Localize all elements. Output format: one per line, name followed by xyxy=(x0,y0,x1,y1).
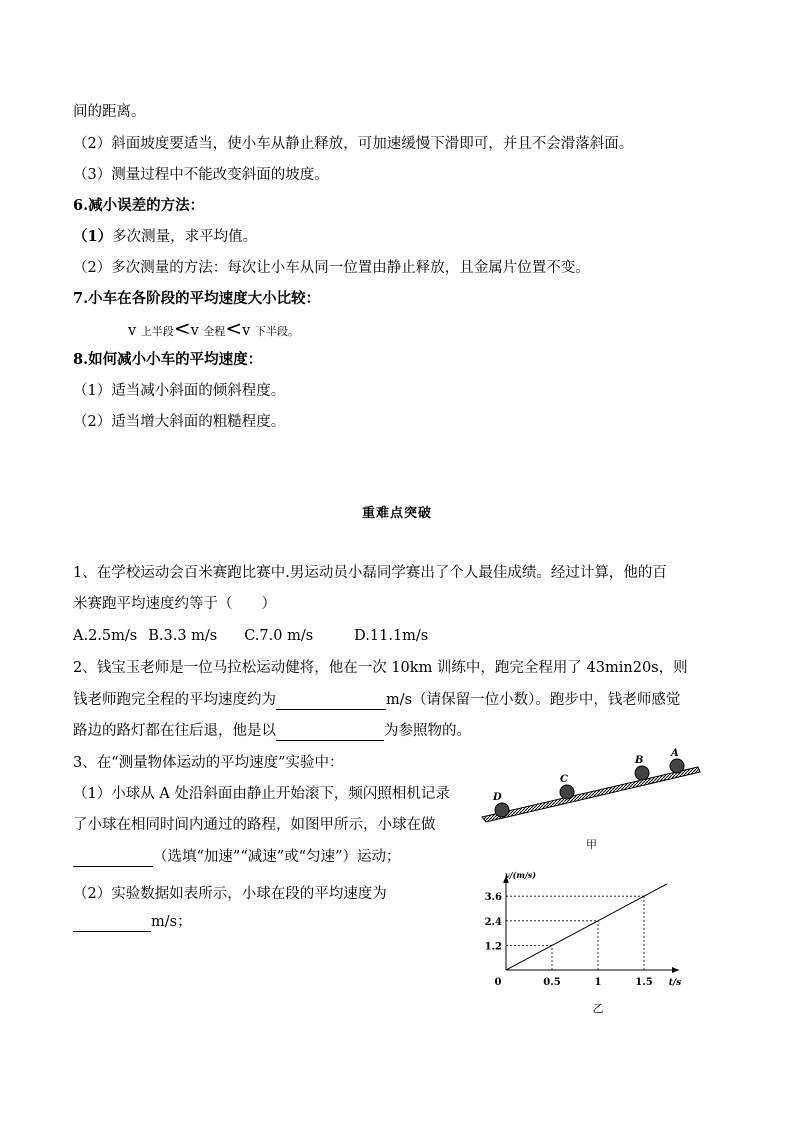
q1-option-b: B.3.3 m/s xyxy=(148,628,218,644)
answer-blank[interactable] xyxy=(276,693,386,710)
q3-line: 了小球在相同时间内通过的路程，如图甲所示，小球在做 xyxy=(73,817,436,833)
less-than-sign: < xyxy=(225,316,243,340)
x-axis-arrow xyxy=(672,967,679,973)
q2-text: 钱老师跑完全程的平均速度约为 xyxy=(73,692,276,708)
q1-option-d: D.11.1m/s xyxy=(354,628,429,644)
answer-blank[interactable] xyxy=(73,850,153,867)
speed-subscript: 上半段 xyxy=(140,325,174,338)
q3-text: （选填“加速”“减速”或“匀速”）运动； xyxy=(153,849,401,865)
x-tick-label: 1 xyxy=(594,977,602,988)
ball-c xyxy=(560,785,574,799)
speed-subscript: 下半段 xyxy=(254,325,288,338)
speed-symbol: v xyxy=(128,323,137,339)
q3-line: 3、在“测量物体运动的平均速度”实验中： xyxy=(73,755,344,771)
y-tick-label: 2.4 xyxy=(484,916,502,928)
q2-line xyxy=(73,721,471,741)
q3-line xyxy=(73,912,192,932)
q2-line xyxy=(73,690,680,710)
q1-line: 米赛跑平均速度约等于（ ） xyxy=(73,596,276,612)
note-text: 多次测量，求平均值。 xyxy=(112,229,258,245)
y-axis-label: v/(m/s) xyxy=(505,869,537,880)
ball-b xyxy=(635,766,649,780)
note-line xyxy=(73,227,257,247)
note-line: （2）斜面坡度要适当，使小车从静止释放，可加速缓慢下滑即可，并且不会滑落斜面。 xyxy=(73,136,634,152)
ball-label-d: D xyxy=(493,792,502,803)
q3-line xyxy=(73,847,400,867)
note-line: （3）测量过程中不能改变斜面的坡度。 xyxy=(73,167,329,183)
answer-blank[interactable] xyxy=(73,915,151,932)
section-title: 重难点突破 xyxy=(361,506,432,521)
x-axis-label: t/s xyxy=(668,978,682,988)
figure-caption-yi: 乙 xyxy=(592,1002,604,1015)
note-heading: 7.小车在各阶段的平均速度大小比较： xyxy=(73,290,321,307)
speed-symbol: v xyxy=(242,323,251,339)
answer-blank[interactable] xyxy=(276,724,384,741)
q1-line: 1、在学校运动会百米赛跑比赛中.男运动员小磊同学赛出了个人最佳成绩。经过计算，他的百 xyxy=(73,565,667,581)
q1-options xyxy=(73,626,428,646)
less-than-sign: < xyxy=(173,316,191,340)
q2-text: 为参照物的。 xyxy=(384,723,471,739)
q2-line: 2、钱宝玉老师是一位马拉松运动健将，他在一次 10km 训练中，跑完全程用了 43min20s，则 xyxy=(73,660,688,676)
x-tick-label: 0.5 xyxy=(543,977,561,988)
note-number: （1） xyxy=(73,228,113,245)
ball-label-c: C xyxy=(560,774,568,785)
ball-a xyxy=(670,759,684,773)
figure-jia xyxy=(480,748,705,853)
q3-text: m/s； xyxy=(151,914,192,930)
origin-label: 0 xyxy=(494,977,502,988)
note-heading: 6.减小误差的方法： xyxy=(73,197,205,214)
x-tick-label: 1.5 xyxy=(635,977,653,988)
y-tick-label: 1.2 xyxy=(484,941,502,953)
ball-label-b: B xyxy=(635,755,644,766)
ball-label-a: A xyxy=(671,748,679,759)
q2-text: m/s（请保留一位小数）。跑步中，钱老师感觉 xyxy=(386,692,681,708)
series-line xyxy=(506,884,667,970)
incline-plane xyxy=(482,767,700,822)
q2-text: 路边的路灯都在往后退，他是以 xyxy=(73,723,276,739)
q3-line: （2）实验数据如表所示，小球在段的平均速度为 xyxy=(73,886,387,902)
speed-symbol: v xyxy=(190,323,199,339)
figure-caption-jia: 甲 xyxy=(586,838,597,851)
q1-option-a: A.2.5m/s xyxy=(73,628,138,644)
chart-yi xyxy=(470,862,710,1022)
y-tick-label: 3.6 xyxy=(484,892,502,904)
note-heading: 8.如何减小小车的平均速度： xyxy=(73,351,263,368)
q3-line: （1）小球从 A 处沿斜面由静止开始滚下，频闪照相机记录 xyxy=(73,786,450,802)
note-line: （1）适当减小斜面的倾斜程度。 xyxy=(73,383,286,399)
speed-comparison xyxy=(128,318,299,342)
speed-subscript: 全程 xyxy=(203,325,226,338)
ball-d xyxy=(495,803,509,817)
q1-option-c: C.7.0 m/s xyxy=(244,628,314,644)
note-line: （2）多次测量的方法：每次让小车从同一位置由静止释放，且金属片位置不变。 xyxy=(73,260,590,276)
note-line: （2）适当增大斜面的粗糙程度。 xyxy=(73,414,286,430)
note-line: 间的距离。 xyxy=(73,104,146,120)
period: 。 xyxy=(287,325,299,338)
